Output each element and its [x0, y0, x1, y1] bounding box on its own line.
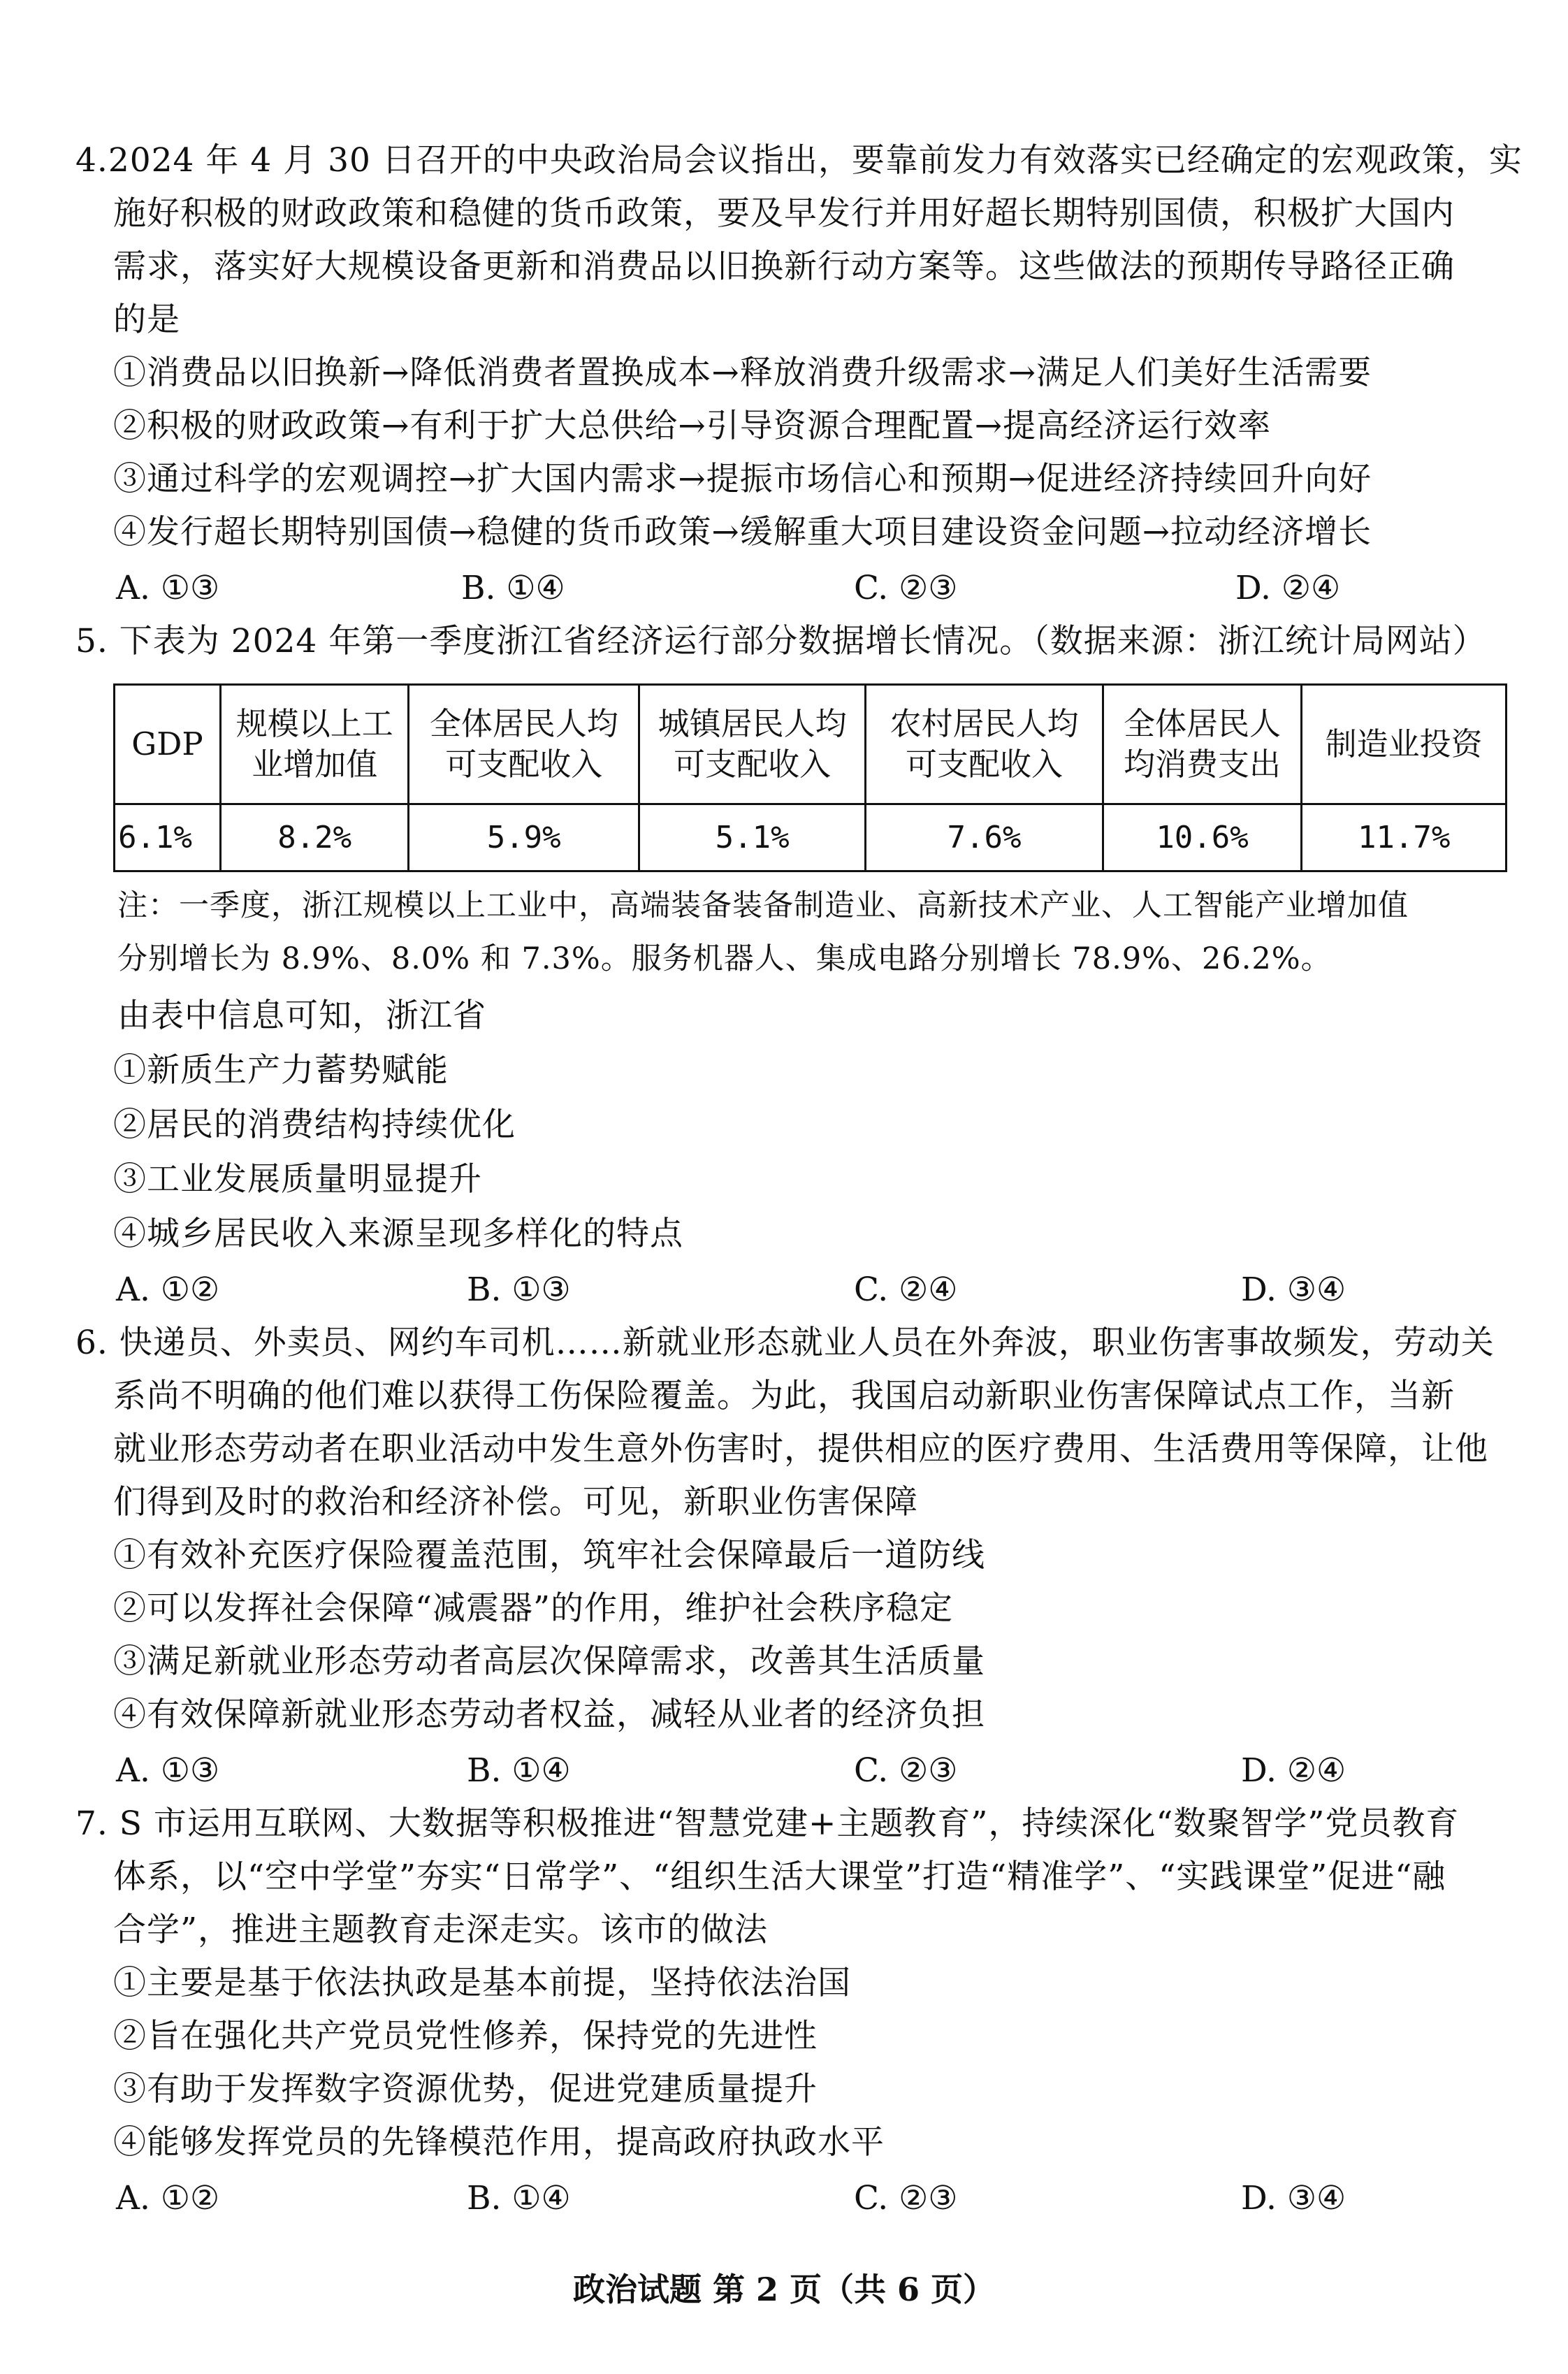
table-row — [115, 804, 1507, 871]
value-industrial-added-value: 8.2% — [220, 804, 409, 871]
q7-option-b[interactable]: B. ①④ — [467, 2179, 571, 2217]
q4-choice-4: ④发行超长期特别国债→稳健的货币政策→缓解重大项目建设资金问题→拉动经济增长 — [113, 513, 1372, 551]
header-per-capita-income-rural: 农村居民人均 可支配收入 — [866, 685, 1103, 804]
q4-choice-2: ②积极的财政政策→有利于扩大总供给→引导资源合理配置→提高经济运行效率 — [113, 407, 1272, 445]
q4-option-b[interactable]: B. ①④ — [461, 569, 565, 607]
q5-option-c[interactable]: C. ②④ — [854, 1271, 958, 1309]
q4-choice-1: ①消费品以旧换新→降低消费者置换成本→释放消费升级需求→满足人们美好生活需要 — [113, 354, 1372, 392]
q7-choice-2: ②旨在强化共产党员党性修养，保持党的先进性 — [113, 2017, 818, 2055]
q6-line-2: 系尚不明确的他们难以获得工伤保险覆盖。为此，我国启动新职业伤害保障试点工作，当新 — [113, 1377, 1455, 1415]
value-per-capita-income-rural: 7.6% — [866, 804, 1103, 871]
q5-choice-3: ③工业发展质量明显提升 — [113, 1160, 482, 1199]
value-gdp: 6.1% — [115, 804, 221, 871]
header-per-capita-income-urban: 城镇居民人均 可支配收入 — [639, 685, 865, 804]
q7-line-2: 体系，以“空中学堂”夯实“日常学”、“组织生活大课堂”打造“精准学”、“实践课堂”促进“融 — [113, 1858, 1446, 1896]
q6-line-3: 就业形态劳动者在职业活动中发生意外伤害时，提供相应的医疗费用、生活费用等保障，让他 — [113, 1430, 1488, 1468]
value-manufacturing-investment: 11.7% — [1302, 804, 1507, 871]
header-gdp: GDP — [115, 685, 221, 804]
q4-option-c[interactable]: C. ②③ — [854, 569, 958, 607]
q6-option-c[interactable]: C. ②③ — [854, 1751, 958, 1790]
value-per-capita-income-urban: 5.1% — [639, 804, 865, 871]
q7-option-d[interactable]: D. ③④ — [1241, 2179, 1346, 2217]
q5-intro: 5. 下表为 2024 年第一季度浙江省经济运行部分数据增长情况。（数据来源：浙江统计局网站） — [75, 622, 1486, 660]
q6-line-1: 6. 快递员、外卖员、网约车司机……新就业形态就业人员在外奔波，职业伤害事故频发，劳动关 — [75, 1324, 1495, 1362]
header-consumption-expenditure: 全体居民人 均消费支出 — [1103, 685, 1302, 804]
q5-note-line-2: 分别增长为 8.9%、8.0% 和 7.3%。服务机器人、集成电路分别增长 78.9%、26.2%。 — [117, 941, 1332, 976]
q4-option-a[interactable]: A. ①③ — [116, 569, 220, 607]
q6-choice-3: ③满足新就业形态劳动者高层次保障需求，改善其生活质量 — [113, 1642, 985, 1681]
q5-note-line-1: 注：一季度，浙江规模以上工业中，高端装备装备制造业、高新技术产业、人工智能产业增加值 — [117, 888, 1409, 923]
q4-line-3: 需求，落实好大规模设备更新和消费品以旧换新行动方案等。这些做法的预期传导路径正确 — [113, 247, 1455, 286]
q7-option-a[interactable]: A. ①② — [116, 2179, 220, 2217]
table-header-row — [115, 685, 1507, 804]
q5-option-a[interactable]: A. ①② — [116, 1271, 220, 1309]
value-per-capita-income-all: 5.9% — [409, 804, 639, 871]
q7-option-c[interactable]: C. ②③ — [854, 2179, 958, 2217]
value-consumption-expenditure: 10.6% — [1103, 804, 1302, 871]
header-industrial-added-value: 规模以上工 业增加值 — [220, 685, 409, 804]
q6-option-b[interactable]: B. ①④ — [467, 1751, 571, 1790]
q6-choice-2: ②可以发挥社会保障“减震器”的作用，维护社会秩序稳定 — [113, 1589, 954, 1628]
data-table — [113, 683, 1507, 872]
q6-choice-4: ④有效保障新就业形态劳动者权益，减轻从业者的经济负担 — [113, 1695, 985, 1734]
q4-line-1: 4.2024 年 4 月 30 日召开的中央政治局会议指出，要靠前发力有效落实已经确定的宏观政策，实 — [75, 141, 1523, 180]
q6-choice-1: ①有效补充医疗保险覆盖范围，筑牢社会保障最后一道防线 — [113, 1536, 985, 1575]
q5-choice-4: ④城乡居民收入来源呈现多样化的特点 — [113, 1215, 683, 1253]
header-per-capita-income-all: 全体居民人均 可支配收入 — [409, 685, 639, 804]
q5-option-d[interactable]: D. ③④ — [1241, 1271, 1346, 1309]
q7-choice-4: ④能够发挥党员的先锋模范作用，提高政府执政水平 — [113, 2123, 885, 2162]
q5-choice-2: ②居民的消费结构持续优化 — [113, 1106, 516, 1144]
q4-line-4: 的是 — [113, 301, 180, 339]
q7-choice-3: ③有助于发挥数字资源优势，促进党建质量提升 — [113, 2070, 818, 2108]
q5-choice-1: ①新质生产力蓄势赋能 — [113, 1051, 449, 1090]
q4-line-2: 施好积极的财政政策和稳健的货币政策，要及早发行并用好超长期特别国债，积极扩大国内 — [113, 194, 1455, 233]
q4-choice-3: ③通过科学的宏观调控→扩大国内需求→提振市场信心和预期→促进经济持续回升向好 — [113, 460, 1372, 498]
q4-option-d[interactable]: D. ②④ — [1235, 569, 1341, 607]
q7-choice-1: ①主要是基于依法执政是基本前提，坚持依法治国 — [113, 1964, 851, 2002]
q6-option-a[interactable]: A. ①③ — [116, 1751, 220, 1790]
q6-line-4: 们得到及时的救治和经济补偿。可见，新职业伤害保障 — [113, 1483, 918, 1521]
page-footer: 政治试题 第 2 页（共 6 页） — [572, 2271, 996, 2308]
header-manufacturing-investment: 制造业投资 — [1302, 685, 1507, 804]
q7-line-1: 7. S 市运用互联网、大数据等积极推进“智慧党建+主题教育”，持续深化“数聚智学”党员教育 — [75, 1804, 1460, 1843]
q5-stem: 由表中信息可知，浙江省 — [117, 997, 486, 1035]
q7-line-3: 合学”，推进主题教育走深走实。该市的做法 — [113, 1911, 769, 1949]
q5-option-b[interactable]: B. ①③ — [467, 1271, 571, 1309]
q6-option-d[interactable]: D. ②④ — [1241, 1751, 1346, 1790]
